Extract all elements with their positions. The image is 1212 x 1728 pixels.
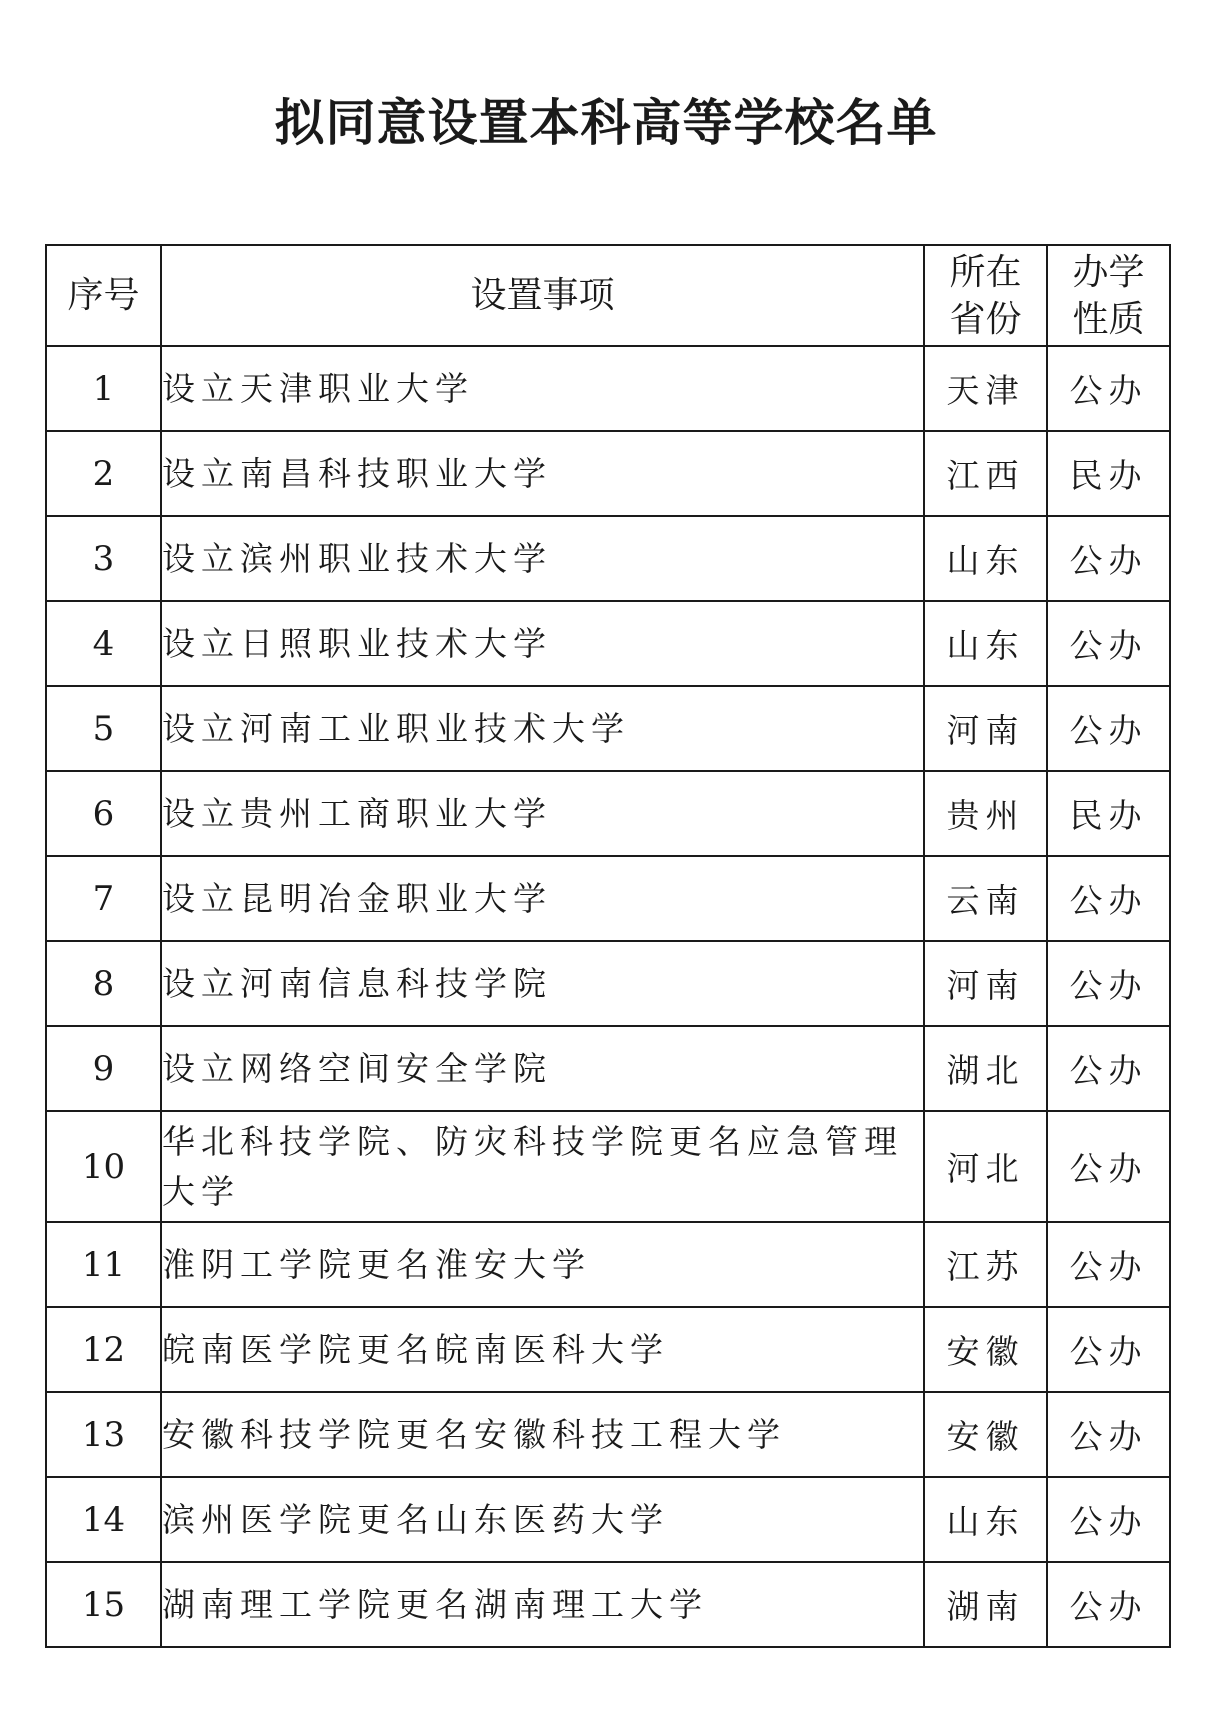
cell-item: 安徽科技学院更名安徽科技工程大学	[161, 1392, 924, 1477]
cell-type: 公办	[1047, 1222, 1170, 1307]
cell-type: 公办	[1047, 516, 1170, 601]
cell-seq: 15	[46, 1562, 161, 1647]
cell-province: 天津	[924, 346, 1047, 431]
table-row	[46, 516, 1170, 601]
cell-type: 公办	[1047, 601, 1170, 686]
cell-item: 设立贵州工商职业大学	[161, 771, 924, 856]
cell-seq: 8	[46, 941, 161, 1026]
cell-seq: 10	[46, 1111, 161, 1222]
cell-type: 民办	[1047, 771, 1170, 856]
table-row	[46, 771, 1170, 856]
table-row	[46, 431, 1170, 516]
table-row	[46, 1307, 1170, 1392]
table-body	[46, 346, 1170, 1647]
cell-type: 公办	[1047, 1026, 1170, 1111]
cell-type: 公办	[1047, 1392, 1170, 1477]
cell-item: 设立河南工业职业技术大学	[161, 686, 924, 771]
cell-item: 设立滨州职业技术大学	[161, 516, 924, 601]
cell-province: 安徽	[924, 1392, 1047, 1477]
cell-type: 公办	[1047, 686, 1170, 771]
cell-seq: 11	[46, 1222, 161, 1307]
table-row	[46, 1562, 1170, 1647]
table-row	[46, 686, 1170, 771]
header-type-line1: 办学	[1072, 251, 1145, 293]
cell-item: 设立日照职业技术大学	[161, 601, 924, 686]
cell-seq: 14	[46, 1477, 161, 1562]
cell-province: 云南	[924, 856, 1047, 941]
cell-item: 湖南理工学院更名湖南理工大学	[161, 1562, 924, 1647]
cell-seq: 3	[46, 516, 161, 601]
header-item: 设置事项	[161, 245, 924, 346]
header-row	[46, 245, 1170, 346]
cell-province: 山东	[924, 1477, 1047, 1562]
cell-item: 设立河南信息科技学院	[161, 941, 924, 1026]
cell-type: 公办	[1047, 856, 1170, 941]
cell-province: 贵州	[924, 771, 1047, 856]
cell-item: 滨州医学院更名山东医药大学	[161, 1477, 924, 1562]
table-row	[46, 1111, 1170, 1222]
table-row	[46, 1026, 1170, 1111]
cell-type: 公办	[1047, 1111, 1170, 1222]
table-row	[46, 856, 1170, 941]
header-province-line1: 所在	[949, 251, 1022, 293]
cell-seq: 12	[46, 1307, 161, 1392]
cell-item: 设立网络空间安全学院	[161, 1026, 924, 1111]
cell-type: 公办	[1047, 1307, 1170, 1392]
table-row	[46, 1477, 1170, 1562]
cell-seq: 7	[46, 856, 161, 941]
header-type-line2: 性质	[1072, 298, 1145, 340]
table-row	[46, 1392, 1170, 1477]
cell-item: 淮阴工学院更名淮安大学	[161, 1222, 924, 1307]
cell-province: 安徽	[924, 1307, 1047, 1392]
cell-type: 公办	[1047, 1562, 1170, 1647]
cell-type: 民办	[1047, 431, 1170, 516]
cell-type: 公办	[1047, 941, 1170, 1026]
header-type	[1047, 245, 1170, 346]
page-title: 拟同意设置本科高等学校名单	[274, 94, 938, 152]
cell-seq: 9	[46, 1026, 161, 1111]
cell-seq: 2	[46, 431, 161, 516]
cell-item: 华北科技学院、防灾科技学院更名应急管理大学	[161, 1111, 924, 1222]
table-row	[46, 601, 1170, 686]
cell-province: 河南	[924, 686, 1047, 771]
cell-seq: 13	[46, 1392, 161, 1477]
cell-province: 江西	[924, 431, 1047, 516]
header-seq: 序号	[46, 245, 161, 346]
table-row	[46, 1222, 1170, 1307]
cell-province: 山东	[924, 516, 1047, 601]
header-province	[924, 245, 1047, 346]
cell-seq: 4	[46, 601, 161, 686]
table-row	[46, 346, 1170, 431]
cell-province: 湖北	[924, 1026, 1047, 1111]
cell-seq: 1	[46, 346, 161, 431]
cell-province: 江苏	[924, 1222, 1047, 1307]
cell-item: 设立天津职业大学	[161, 346, 924, 431]
cell-item: 皖南医学院更名皖南医科大学	[161, 1307, 924, 1392]
cell-item: 设立昆明冶金职业大学	[161, 856, 924, 941]
cell-seq: 5	[46, 686, 161, 771]
cell-item: 设立南昌科技职业大学	[161, 431, 924, 516]
cell-province: 湖南	[924, 1562, 1047, 1647]
cell-province: 山东	[924, 601, 1047, 686]
table-row	[46, 941, 1170, 1026]
cell-province: 河南	[924, 941, 1047, 1026]
header-province-line2: 省份	[949, 298, 1022, 340]
table-header	[46, 245, 1170, 346]
school-list-table	[45, 244, 1171, 1648]
cell-seq: 6	[46, 771, 161, 856]
cell-type: 公办	[1047, 1477, 1170, 1562]
cell-type: 公办	[1047, 346, 1170, 431]
cell-province: 河北	[924, 1111, 1047, 1222]
